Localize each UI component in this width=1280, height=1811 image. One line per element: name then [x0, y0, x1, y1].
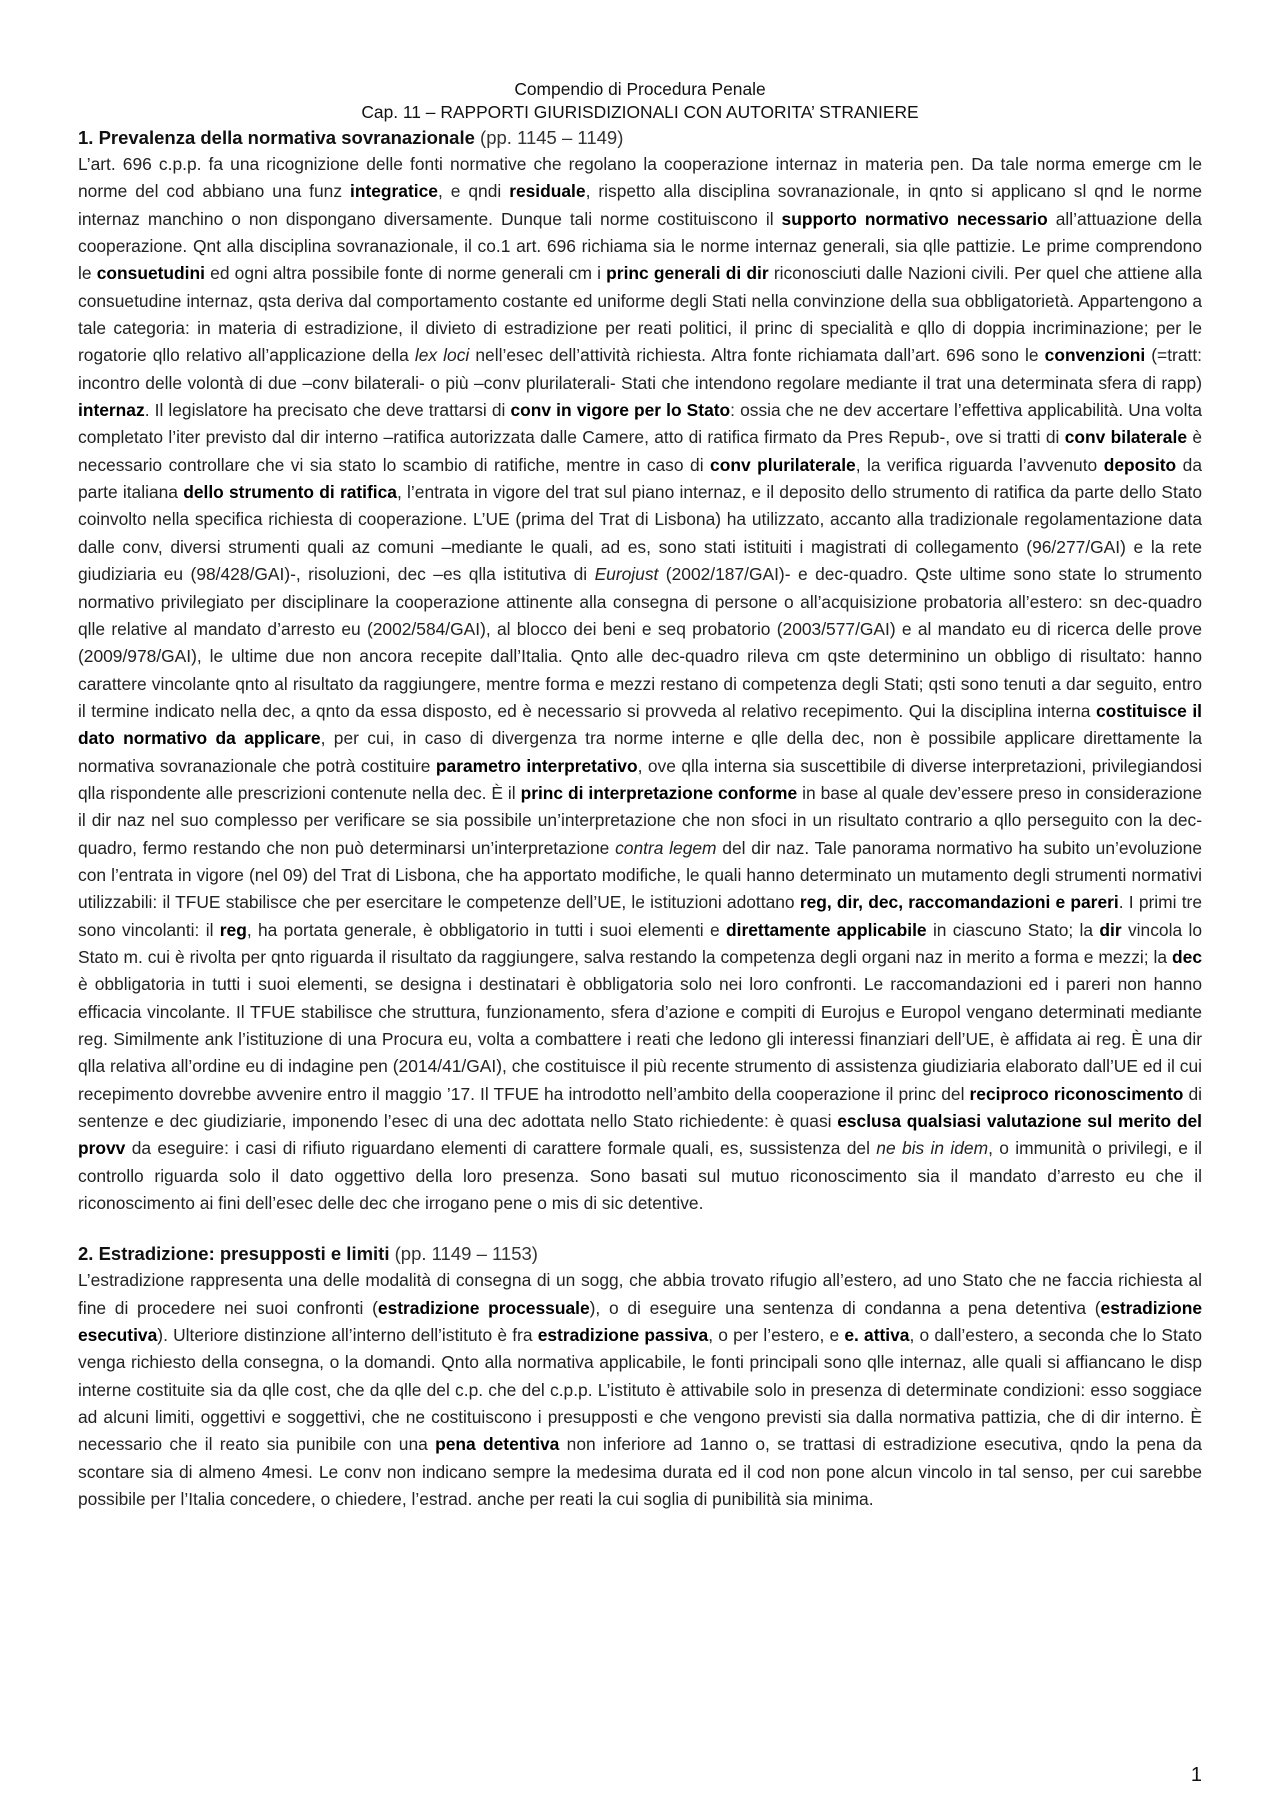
- page-content: [78, 78, 1202, 1514]
- bold-term: estradizione passiva: [537, 1325, 709, 1346]
- text-run: , o immunità o privilegi, e il controllo riguarda solo il dato oggettivo della loro presenza. Sono basati sul mutuo riconoscimento sia il mandato d’arresto eu che il riconoscimento ai fini dell’esec delle dec che irrogano pene o mis di sic detentive.: [78, 1138, 1202, 1214]
- chapter-title: Cap. 11 – RAPPORTI GIURISDIZIONALI CON AUTORITA’ STRANIERE: [361, 102, 919, 122]
- bold-term: estradizione esecutiva: [78, 1297, 1203, 1346]
- bold-term: parametro interpretativo: [435, 755, 638, 776]
- text-run: ). Ulteriore distinzione all’interno dell’istituto è fra: [157, 1325, 538, 1346]
- bold-term: esclusa qualsiasi valutazione sul merito del provv: [78, 1111, 1202, 1159]
- text-run: all’attuazione della cooperazione. Qnt alla disciplina sovranazionale, il co.1 art. 696 richiama sia le norme internaz generali, sia qlle pattizie. Le prime comprendono le: [78, 208, 1202, 284]
- section-body-2: [78, 1267, 1202, 1513]
- text-run: è obbligatoria in tutti i suoi elementi, se designa i destinatari è obbligatoria solo nei loro confronti. Le raccomandazioni ed i pareri non hanno efficacia vincolante. Il TFUE stabilisce che struttura, funzionamento, sfera d’azione e compiti di Eurojus e Europol vengano determinati mediante reg. Similmente ank l’istituzione di una Procura eu, volta a combattere i reati che ledono gli interessi finanziari dell’UE, è affidata ai reg. È una dir qlla relativa all’ordine eu di indagine pen (2014/41/GAI), che costituisce il più recente strumento di assistenza giudiziaria elaborato dall’UE ed il cui recepimento dovrebbe avvenire entro il maggio ’17. Il TFUE ha introdotto nell’ambito della cooperazione il princ del: [78, 974, 1202, 1104]
- text-run: . I primi tre sono vincolanti: il: [78, 892, 1203, 940]
- text-run: da eseguire: i casi di rifiuto riguardano elementi di carattere formale quali, es, sussistenza del: [125, 1138, 877, 1159]
- italic-term: lex loci: [414, 345, 470, 366]
- bold-term: reciproco riconoscimento: [969, 1083, 1184, 1104]
- section-heading-2: [78, 1240, 1202, 1267]
- bold-term: e. attiva: [844, 1325, 910, 1346]
- bold-term: reg, dir, dec, raccomandazioni e pareri: [799, 892, 1119, 913]
- text-run: è necessario controllare che vi sia stato lo scambio di ratifiche, mentre in caso di: [78, 427, 1203, 475]
- text-run: in base al quale dev’essere preso in considerazione il dir naz nel suo complesso per verificare se sia possibile un’interpretazione che non sfoci in un risultato contrario a qllo perseguito con la dec-quadro, fermo restando che non può determinarsi un’interpretazione: [78, 782, 1202, 858]
- text-run: non inferiore ad 1anno o, se trattasi di estradizione esecutiva, qndo la pena da scontare sia di almeno 4mesi. Le conv non indicano sempre la medesima durata ed il cod non pone alcun vincolo in tal senso, per cui sarebbe possibile per l’Italia concedere, o chiedere, l’estrad. anche per reati la cui soglia di punibilità sia minima.: [78, 1434, 1202, 1510]
- text-run: (2002/187/GAI)- e dec-quadro. Qste ultime sono state lo strumento normativo privilegiato per disciplinare la cooperazione attinente alla consegna di persone o all’acquisizione probatoria all’estero: sn dec-quadro qlle relative al mandato d’arresto eu (2002/584/GAI), al blocco dei beni e seq probatorio (2003/577/GAI) e al mandato eu di ricerca delle prove (2009/978/GAI), le ultime due non ancora recepite dall’Italia. Qnto alle dec-quadro rileva cm qste determinino un obbligo di risultato: hanno carattere vincolante qnto al risultato da raggiungere, mentre forma e mezzi restano di competenza degli Stati; qsti sono tenuti a dar seguito, entro il termine indicato nella dec, a qnto da essa disposto, ed è necessario si provveda al relativo recepimento. Qui la disciplina interna: [78, 564, 1202, 721]
- page-number: 1: [1190, 1764, 1202, 1786]
- text-run: , per cui, in caso di divergenza tra norme interne e qlle della dec, non è possibile applicare direttamente la normativa sovranazionale che potrà costituire: [78, 728, 1202, 776]
- text-run: , e qndi: [437, 181, 510, 202]
- bold-term: conv bilaterale: [1064, 427, 1187, 448]
- bold-term: conv in vigore per lo Stato: [510, 400, 731, 421]
- bold-term: consuetudini: [96, 263, 205, 284]
- text-run: , ove qlla interna sia suscettibile di diverse interpretazioni, privilegiandosi qlla rispondente alle prescrizioni contenute nella dec. È il: [78, 755, 1202, 803]
- bold-term: supporto normativo necessario: [781, 208, 1048, 229]
- text-run: : ossia che ne dev accertare l’effettiva applicabilità. Una volta completato l’iter previsto dal dir interno –ratifica autorizzata dalle Camere, atto di ratifica firmato da Pres Repub-, ove si tratti di: [78, 400, 1202, 448]
- bold-term: dec: [1172, 946, 1202, 967]
- bold-term: residuale: [509, 181, 586, 202]
- text-run: L’estradizione rappresenta una delle modalità di consegna di un sogg, che abbia trovato rifugio all’estero, ad uno Stato che ne faccia richiesta al fine di procedere nei suoi confronti (: [78, 1270, 1202, 1318]
- section-page-range: (pp. 1149 – 1153): [394, 1243, 538, 1265]
- text-run: (=tratt: incontro delle volontà di due –conv bilaterali- o più –conv plurilaterali- Stati che intendono regolare mediante il trat una determinata sfera di rapp): [78, 345, 1202, 393]
- section-title: 1. Prevalenza della normativa sovranazionale: [78, 127, 475, 148]
- text-run: , o dall’estero, a seconda che lo Stato venga richiesto della consegna, o la domandi. Qnto alla normativa applicabile, le fonti principali sono qlle internaz, alle quali si affiancano le disp interne costituite sia da qlle cost, che da qlle del c.p. che del c.p.p. L’istituto è attivabile solo in presenza di determinate condizioni: esso soggiace ad alcuni limiti, oggettivi e soggettivi, che ne costituiscono i presupposti e che vengono previsti sia dalla normativa pattizia, che di dir interno. È necessario che il reato sia punibile con una: [78, 1325, 1203, 1455]
- bold-term: princ generali di dir: [606, 263, 769, 284]
- text-run: , o per l’estero, e: [708, 1325, 845, 1346]
- bold-term: pena detentiva: [435, 1434, 560, 1455]
- text-run: . Il legislatore ha precisato che deve trattarsi di: [144, 400, 511, 421]
- text-run: , l’entrata in vigore del trat sul piano internaz, e il deposito dello strumento di ratifica da parte dello Stato coinvolto nella specifica richiesta di cooperazione. L’UE (prima del Trat di Lisbona) ha utilizzato, accanto alla tradizionale regolamentazione data dalle conv, diversi strumenti quali az comuni –mediante le quali, ad es, sono stati istituiti i magistrati di collegamento (96/277/GAI) e la rete giudiziaria eu (98/428/GAI)-, risoluzioni, dec –es qlla istitutiva di: [78, 482, 1202, 585]
- italic-term: contra legem: [615, 837, 717, 858]
- bold-term: reg: [219, 919, 247, 940]
- text-run: da parte italiana: [78, 454, 1202, 503]
- text-run: di sentenze e dec giudiziarie, imponendo l’esec di una dec adottata nello Stato richiedente: è quasi: [78, 1083, 1203, 1132]
- text-run: ), o di eseguire una sentenza di condanna a pena detentiva (: [589, 1297, 1101, 1318]
- text-run: , ha portata generale, è obbligatorio in tutti i suoi elementi e: [246, 919, 727, 940]
- italic-term: ne bis in idem: [876, 1138, 989, 1159]
- text-run: , la verifica riguarda l’avvenuto: [855, 454, 1104, 475]
- section-title: 2. Estradizione: presupposti e limiti: [78, 1243, 390, 1265]
- bold-term: princ di interpretazione conforme: [520, 782, 798, 803]
- bold-term: conv plurilaterale: [710, 454, 856, 475]
- text-run: , rispetto alla disciplina sovranazionale, in qnto si applicano sl qnd le norme internaz manchino o non dispongano diversamente. Dunque tali norme costituiscono il: [78, 181, 1202, 229]
- document-title: Compendio di Procedura Penale: [514, 79, 766, 99]
- bold-term: dello strumento di ratifica: [183, 482, 397, 503]
- bold-term: convenzioni: [1044, 345, 1146, 366]
- text-run: L’art. 696 c.p.p. fa una ricognizione delle fonti normative che regolano la cooperazione internaz in materia pen. Da tale norma emerge cm le norme del cod abbiano una funz: [78, 154, 1202, 202]
- bold-term: dir: [1099, 919, 1122, 940]
- text-run: in ciascuno Stato; la: [926, 919, 1100, 940]
- bold-term: estradizione processuale: [377, 1297, 590, 1318]
- text-run: del dir naz. Tale panorama normativo ha subito un’evoluzione con l’entrata in vigore (nel 09) del Trat di Lisbona, che ha apportato modifiche, le quali hanno determinato un mutamento degli strumenti normativi utilizzabili: il TFUE stabilisce che per esercitare le competenze dell’UE, le istituzioni adottano: [78, 837, 1202, 913]
- section-body-1: [78, 151, 1202, 1217]
- bold-term: costituisce il dato normativo da applicare: [78, 700, 1202, 749]
- section-spacer: [78, 1217, 1202, 1240]
- bold-term: internaz: [78, 400, 145, 421]
- section-page-range: (pp. 1145 – 1149): [480, 127, 624, 148]
- text-run: riconosciuti dalle Nazioni civili. Per quel che attiene alla consuetudine internaz, qsta deriva dal comportamento costante ed uniforme degli Stati nella convinzione della sua obbligatorietà. Appartengono a tale categoria: in materia di estradizione, il divieto di estradizione per reati politici, il princ di specialità e qllo di doppia incriminazione; per le rogatorie qllo relativo all’applicazione della: [78, 263, 1202, 366]
- bold-term: deposito: [1103, 454, 1177, 475]
- text-run: nell’esec dell’attività richiesta. Altra fonte richiamata dall’art. 696 sono le: [469, 345, 1045, 366]
- italic-term: Eurojust: [594, 564, 659, 585]
- bold-term: integratice: [350, 181, 438, 202]
- section-heading-1: [78, 124, 1202, 151]
- text-run: vincola lo Stato m. cui è rivolta per qnto riguarda il risultato da raggiungere, salva restando la competenza degli organi naz in merito a forma e mezzi; la: [78, 919, 1202, 967]
- text-run: ed ogni altra possibile fonte di norme generali cm i: [204, 263, 607, 284]
- bold-term: direttamente applicabile: [726, 919, 927, 940]
